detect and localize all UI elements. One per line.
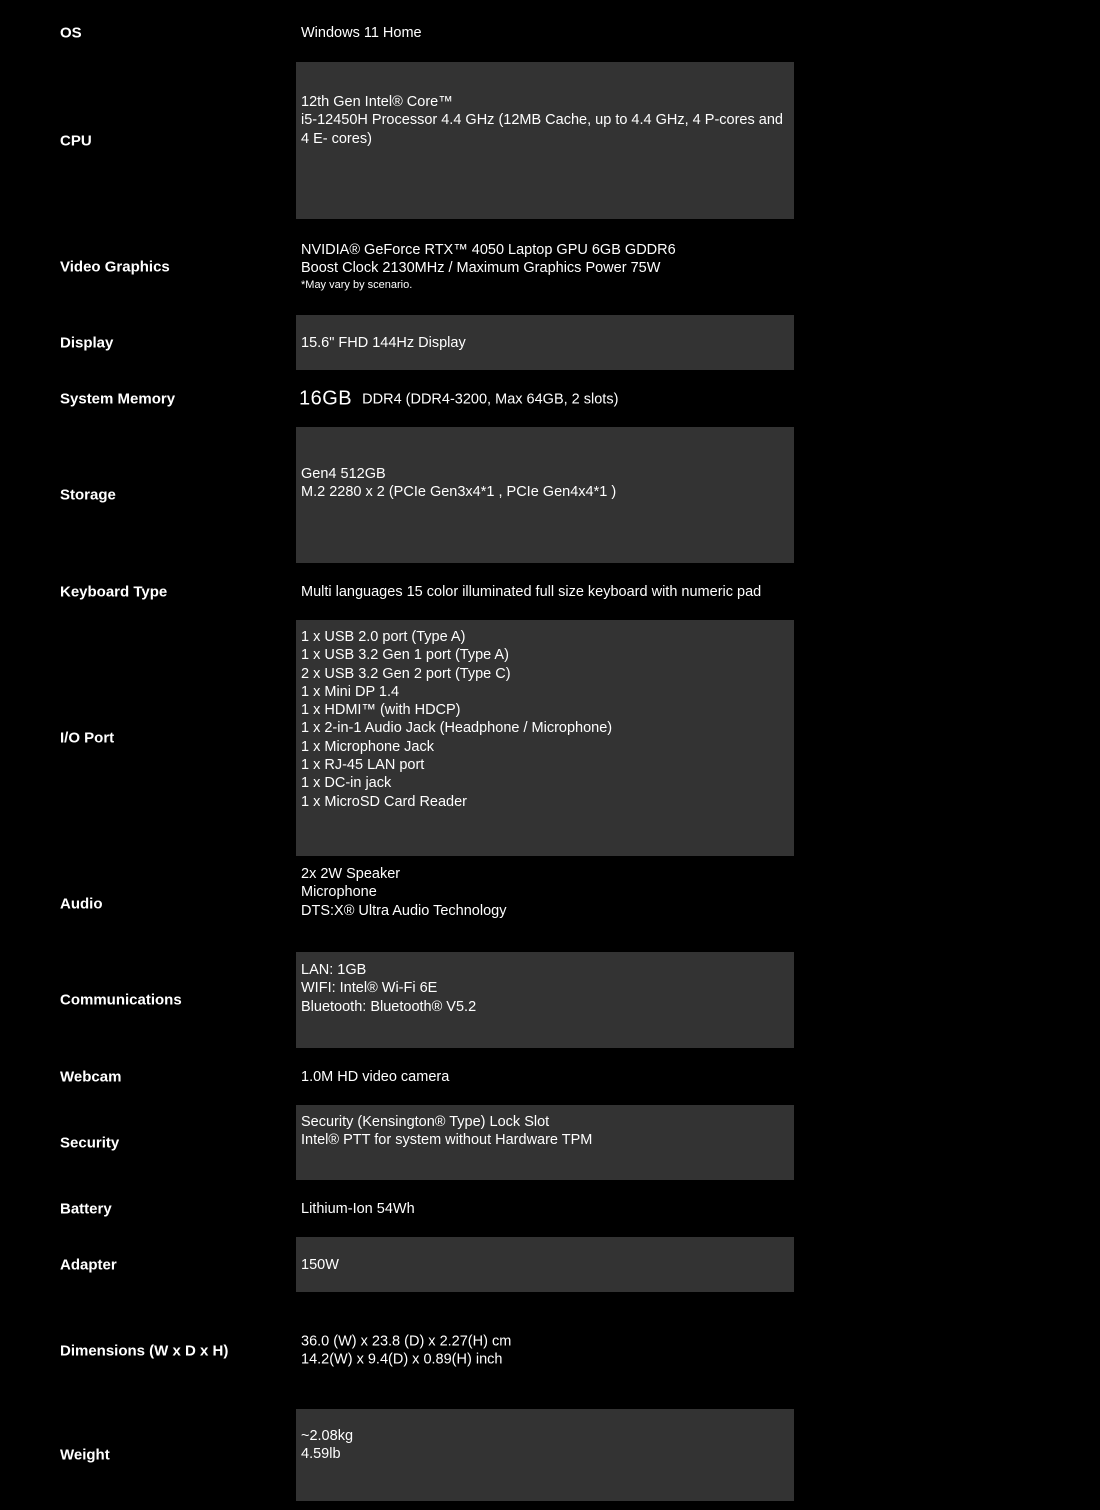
spec-label: Video Graphics (60, 258, 170, 276)
spec-label: Weight (60, 1446, 110, 1464)
spec-value: NVIDIA® GeForce RTX™ 4050 Laptop GPU 6GB GDDR6 Boost Clock 2130MHz / Maximum Graphics Power 75W *May vary by scenario. (301, 241, 788, 293)
spec-label: System Memory (60, 390, 176, 407)
spec-value-box (296, 315, 794, 370)
spec-label: Battery (60, 1200, 112, 1217)
spec-row-adapter (0, 1237, 1100, 1292)
spec-row-display (0, 315, 1100, 370)
spec-value: 15.6" FHD 144Hz Display (301, 334, 466, 351)
spec-value: ~2.08kg 4.59lb (301, 1428, 354, 1463)
spec-label: Keyboard Type (60, 583, 168, 600)
list-item: 1 x USB 2.0 port (Type A) (301, 629, 466, 645)
spec-row-dimensions (0, 1292, 1100, 1409)
spec-row-os (0, 10, 1100, 56)
spec-value-box (296, 856, 794, 952)
list-item: 1 x USB 3.2 Gen 1 port (Type A) (301, 647, 509, 664)
spec-value-box (296, 1048, 794, 1105)
spec-value: 1.0M HD video camera (301, 1068, 450, 1085)
spec-value-box (296, 1292, 794, 1409)
spec-label: Audio (60, 895, 103, 913)
spec-label: Storage (60, 486, 116, 504)
spec-value-box (296, 219, 794, 315)
memory-detail: DDR4 (DDR4-3200, Max 64GB, 2 slots) (362, 390, 619, 407)
spec-value-box (296, 427, 794, 563)
list-item: 1 x HDMI™ (with HDCP) (301, 702, 461, 719)
spec-row-webcam (0, 1048, 1100, 1105)
spec-row-communications (0, 952, 1100, 1048)
spec-label: Display (60, 334, 114, 351)
spec-label: I/O Port (60, 729, 115, 747)
spec-value-box (296, 952, 794, 1048)
spec-label: Dimensions (W x D x H) (60, 1342, 229, 1359)
spec-row-video-graphics (0, 219, 1100, 315)
spec-value (299, 386, 788, 409)
spec-value: Security (Kensington® Type) Lock Slot Intel® PTT for system without Hardware TPM (301, 1114, 593, 1149)
spec-value: 36.0 (W) x 23.8 (D) x 2.27(H) cm 14.2(W) x 9.4(D) x 0.89(H) inch (301, 1333, 512, 1368)
spec-row-cpu (0, 62, 1100, 219)
list-item: 1 x RJ-45 LAN port (301, 757, 425, 774)
list-item: 1 x 2-in-1 Audio Jack (Headphone / Microphone) (301, 720, 613, 737)
spec-value: LAN: 1GB WIFI: Intel® Wi-Fi 6E Bluetooth: Bluetooth® V5.2 (301, 962, 477, 1015)
spec-row-security (0, 1105, 1100, 1180)
list-item: 1 x Microphone Jack (301, 738, 434, 755)
spec-row-system-memory (0, 370, 1100, 427)
spec-value-box (296, 370, 794, 427)
spec-value (301, 628, 788, 811)
spec-value-box (296, 10, 794, 56)
list-item: 1 x MicroSD Card Reader (301, 793, 467, 810)
spec-value: Gen4 512GB M.2 2280 x 2 (PCIe Gen3x4*1 , PCIe Gen4x4*1 ) (301, 466, 617, 501)
spec-value-box (296, 1180, 794, 1237)
spec-label: Communications (60, 991, 182, 1009)
spec-value-box (296, 620, 794, 856)
spec-label: CPU (60, 132, 92, 149)
list-item: 1 x DC-in jack (301, 775, 392, 792)
spec-value-box (296, 563, 794, 620)
spec-value: Lithium-Ion 54Wh (301, 1200, 415, 1217)
memory-size: 16GB (299, 386, 353, 409)
spec-label: Webcam (60, 1068, 122, 1085)
spec-row-audio (0, 856, 1100, 952)
spec-row-keyboard-type (0, 563, 1100, 620)
spec-value-box (296, 1409, 794, 1501)
spec-value: Windows 11 Home (301, 24, 422, 41)
spec-value: 2x 2W Speaker Microphone DTS:X® Ultra Audio Technology (301, 866, 507, 919)
spec-footnote: *May vary by scenario. (301, 278, 413, 291)
spec-value: 150W (301, 1256, 339, 1273)
spec-row-storage (0, 427, 1100, 563)
spec-label: Adapter (60, 1256, 117, 1273)
list-item: 2 x USB 3.2 Gen 2 port (Type C) (301, 665, 511, 682)
spec-value: Multi languages 15 color illuminated full size keyboard with numeric pad (301, 583, 762, 600)
spec-label: Security (60, 1134, 120, 1151)
spec-value-box (296, 1237, 794, 1292)
list-item: 1 x Mini DP 1.4 (301, 683, 400, 700)
spec-row-battery (0, 1180, 1100, 1237)
spec-row-io-port (0, 620, 1100, 856)
spec-label: OS (60, 24, 82, 42)
spec-value-box (296, 62, 794, 219)
spec-value-box (296, 1105, 794, 1180)
spec-row-weight (0, 1409, 1100, 1501)
spec-value: 12th Gen Intel® Core™ i5-12450H Processor 4.4 GHz (12MB Cache, up to 4.4 GHz, 4 P-cores and 4 E- cores) (301, 94, 783, 147)
